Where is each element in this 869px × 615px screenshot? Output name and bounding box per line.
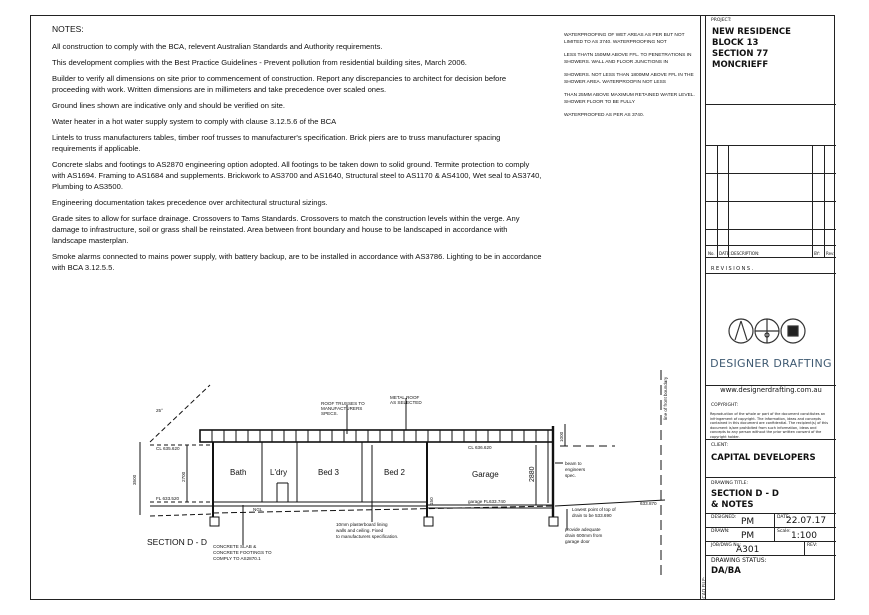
drawn-label: DRAWN: bbox=[711, 529, 730, 534]
drawn-value: PM bbox=[741, 531, 755, 541]
footing bbox=[549, 517, 558, 526]
label: FL 633.520 bbox=[156, 496, 180, 501]
title-block bbox=[702, 15, 836, 600]
label: garage FL633.740 bbox=[468, 499, 506, 504]
notes-heading: NOTES: bbox=[52, 24, 84, 34]
project-cell bbox=[706, 15, 836, 105]
garage-slab bbox=[427, 505, 553, 508]
client-cell bbox=[706, 440, 836, 478]
room-label: Bed 3 bbox=[318, 468, 339, 477]
label: CL 635.620 bbox=[156, 446, 180, 451]
label: spec. bbox=[565, 473, 576, 478]
job-value: A301 bbox=[736, 545, 760, 555]
rev-label: REV: bbox=[807, 543, 818, 548]
company-name: DESIGNER DRAFTING bbox=[710, 357, 832, 370]
copyright-cell bbox=[706, 400, 836, 440]
note: All construction to comply with the BCA, relevent Australian Standards and Authority requirements. bbox=[52, 42, 383, 51]
label: 633.870 bbox=[640, 501, 657, 506]
note: Grade sites to allow for surface drainage. Crossovers to Tams Standards. Crossovers to match the construction levels within the verge. Any damage to infrastructure, soil or grass shall be reinstated. Area between front boundary and house to be landscaped in accordance with landscape masterplan. bbox=[52, 214, 520, 245]
designed-label: DESIGNED: bbox=[711, 515, 737, 520]
room-label: L'dry bbox=[270, 468, 288, 477]
label: 10mm plasterboard lining bbox=[336, 522, 388, 527]
label: to manufacturers specification. bbox=[336, 534, 399, 539]
revisions-label: REVISIONS. bbox=[711, 266, 755, 272]
label: engineers bbox=[565, 467, 586, 472]
rev-header: BY: bbox=[814, 251, 820, 256]
label: line of front boundary bbox=[663, 376, 668, 420]
drawing-title-cell bbox=[706, 478, 836, 514]
note: Smoke alarms connected to mains power supply, with battery backup, are to be installed in accordance with AS3786. Lighting to be in accordance with BCA 3.12.5.5. bbox=[52, 252, 542, 272]
footing bbox=[210, 517, 219, 526]
wp-note: THAN 25MM ABOVE MAXIMUM RETAINED WATER LEVEL. SHOWER FLOOR TO BE FULLY bbox=[564, 93, 695, 105]
copyright-text: Reproduction of the whole or part of the document constitutes an infringement of copyright. The information, ideas and concepts contained in this document are confidential. The recipient(s) of this document is/are prohibited from such information, ideas and concepts to any person without the prior written consent of the copyright holder. bbox=[710, 412, 829, 439]
label: MANUFACTURERS bbox=[321, 406, 363, 411]
label: AS SELECTED bbox=[390, 400, 422, 405]
wp-note: SHOWERS. NOT LESS THAN 1800MM ABOVE FFL IN THE SHOWER AREA. WATERPROOFIN NOT LESS bbox=[564, 73, 694, 85]
dimension: 2700 bbox=[181, 471, 186, 482]
label: provide adequate bbox=[565, 527, 601, 532]
project-line: NEW RESIDENCE bbox=[712, 27, 791, 37]
label: garage door bbox=[565, 539, 590, 544]
note: Water heater in a hot water supply system to comply with clause 3.12.5.6 of the BCA bbox=[52, 117, 337, 126]
project-line: BLOCK 13 bbox=[712, 38, 759, 48]
note: Ground lines shown are indicative only and should be verified on site. bbox=[52, 101, 286, 110]
status-label: DRAWING STATUS: bbox=[711, 557, 767, 564]
wp-note: WATERPROOFING OF WET AREAS AS PER BUT NOT LIMITED TO AS 3740. WATERPROOFING NOT bbox=[564, 33, 685, 45]
room-label: Bed 2 bbox=[384, 468, 405, 477]
note: Engineering documentation takes precedence over architectural structural sizings. bbox=[52, 198, 328, 207]
status-cell bbox=[706, 556, 836, 600]
date-value: 22.07.17 bbox=[786, 516, 827, 526]
logo-icons bbox=[711, 307, 831, 357]
dimension: 150 bbox=[429, 497, 434, 505]
cad-file-label: CAD FILE: bbox=[702, 576, 708, 599]
note: This development complies with the Best Practice Guidelines - Prevent pollution from residential building sites, March 2006. bbox=[52, 58, 467, 67]
company-logo bbox=[706, 275, 836, 400]
label: SPECS. bbox=[321, 411, 338, 416]
job-label: JOB/DWG No: bbox=[711, 543, 741, 548]
label: CONCRETE FOOTINGS TO bbox=[213, 550, 272, 555]
status-value: DA/BA bbox=[711, 566, 741, 576]
truss-verticals bbox=[212, 430, 548, 442]
label: ROOF TRUSSES TO bbox=[321, 401, 365, 406]
client-name: CAPITAL DEVELOPERS bbox=[711, 453, 816, 463]
revisions-table bbox=[706, 145, 836, 280]
dimension: 3500 bbox=[132, 474, 137, 485]
label: walls and ceiling. Fixed bbox=[336, 528, 384, 533]
label: CL 636.620 bbox=[468, 445, 492, 450]
project-line: SECTION 77 bbox=[712, 49, 769, 59]
dimension: 2880 bbox=[529, 466, 536, 482]
label: CONCRETE SLAB & bbox=[213, 544, 257, 549]
note: Builder to verify all dimensions on site prior to commencement of construction. Report any discrepancies to architect for decision before proceeding with work. Written dimensions are in millimeters and take precedence over scaled ones. bbox=[52, 74, 507, 94]
label: NGL bbox=[253, 507, 263, 512]
scale-value: 1:100 bbox=[791, 531, 817, 541]
designed-value: PM bbox=[741, 517, 755, 527]
label: drain 600mm from bbox=[565, 533, 603, 538]
note: Lintels to truss manufacturers tables, timber roof trusses to manufacturer's specification. Brick piers are to truss manufacturer spacing requirements if applicable. bbox=[52, 133, 501, 153]
label: beam to bbox=[565, 461, 582, 466]
project-line: MONCRIEFF bbox=[712, 60, 769, 70]
rev-header: DESCRIPTION: bbox=[731, 251, 760, 256]
wp-note: LESS THATN 150MM ABOVE FFL. TO PENETRATIONS IN SHOWERS. WALL AND FLOOR JUNCTIONS IN bbox=[564, 53, 692, 65]
footing bbox=[424, 517, 433, 526]
label: drain to be 533.690 bbox=[572, 513, 612, 518]
section-title: SECTION D - D bbox=[147, 537, 207, 547]
scale-label: Scale: bbox=[777, 529, 791, 534]
wp-note: WATERPROOFED AS PER AS 3740. bbox=[564, 113, 644, 118]
copyright-label: COPYRIGHT: bbox=[711, 403, 739, 408]
rev-header: No. bbox=[708, 251, 715, 256]
project-label: PROJECT: bbox=[711, 18, 732, 23]
label: COMPLY TO AS2870.1 bbox=[213, 556, 261, 561]
dimension: 1000 bbox=[559, 431, 564, 442]
label: 25° bbox=[156, 408, 163, 413]
drawing-title-label: DRAWING TITLE: bbox=[711, 481, 748, 486]
floor-slab bbox=[213, 502, 427, 506]
rev-header: Rev: bbox=[826, 251, 835, 256]
date-label: DATE: bbox=[777, 515, 791, 520]
drawing-title-line: & NOTES bbox=[711, 500, 754, 510]
client-label: CLIENT: bbox=[711, 443, 728, 448]
label: Lowest point of top of bbox=[572, 507, 616, 512]
website-link[interactable]: www.designerdrafting.com.au bbox=[720, 386, 822, 394]
note: Concrete slabs and footings to AS2870 engineering option adopted. All footings to be taken down to solid ground. Termite protection to comply with AS1694. Framing to AS1684 and supplements. Brickwork to AS3700 and AS1640, Structural steel to AS1170 & AS4100, Wet seal to AS3740, Plumbing to AS3500. bbox=[52, 160, 542, 191]
drawing-title-line: SECTION D - D bbox=[711, 489, 779, 499]
room-label: Garage bbox=[472, 470, 499, 479]
rev-header: DATE: bbox=[719, 251, 731, 256]
room-label: Bath bbox=[230, 468, 247, 477]
label: METAL ROOF bbox=[390, 395, 420, 400]
